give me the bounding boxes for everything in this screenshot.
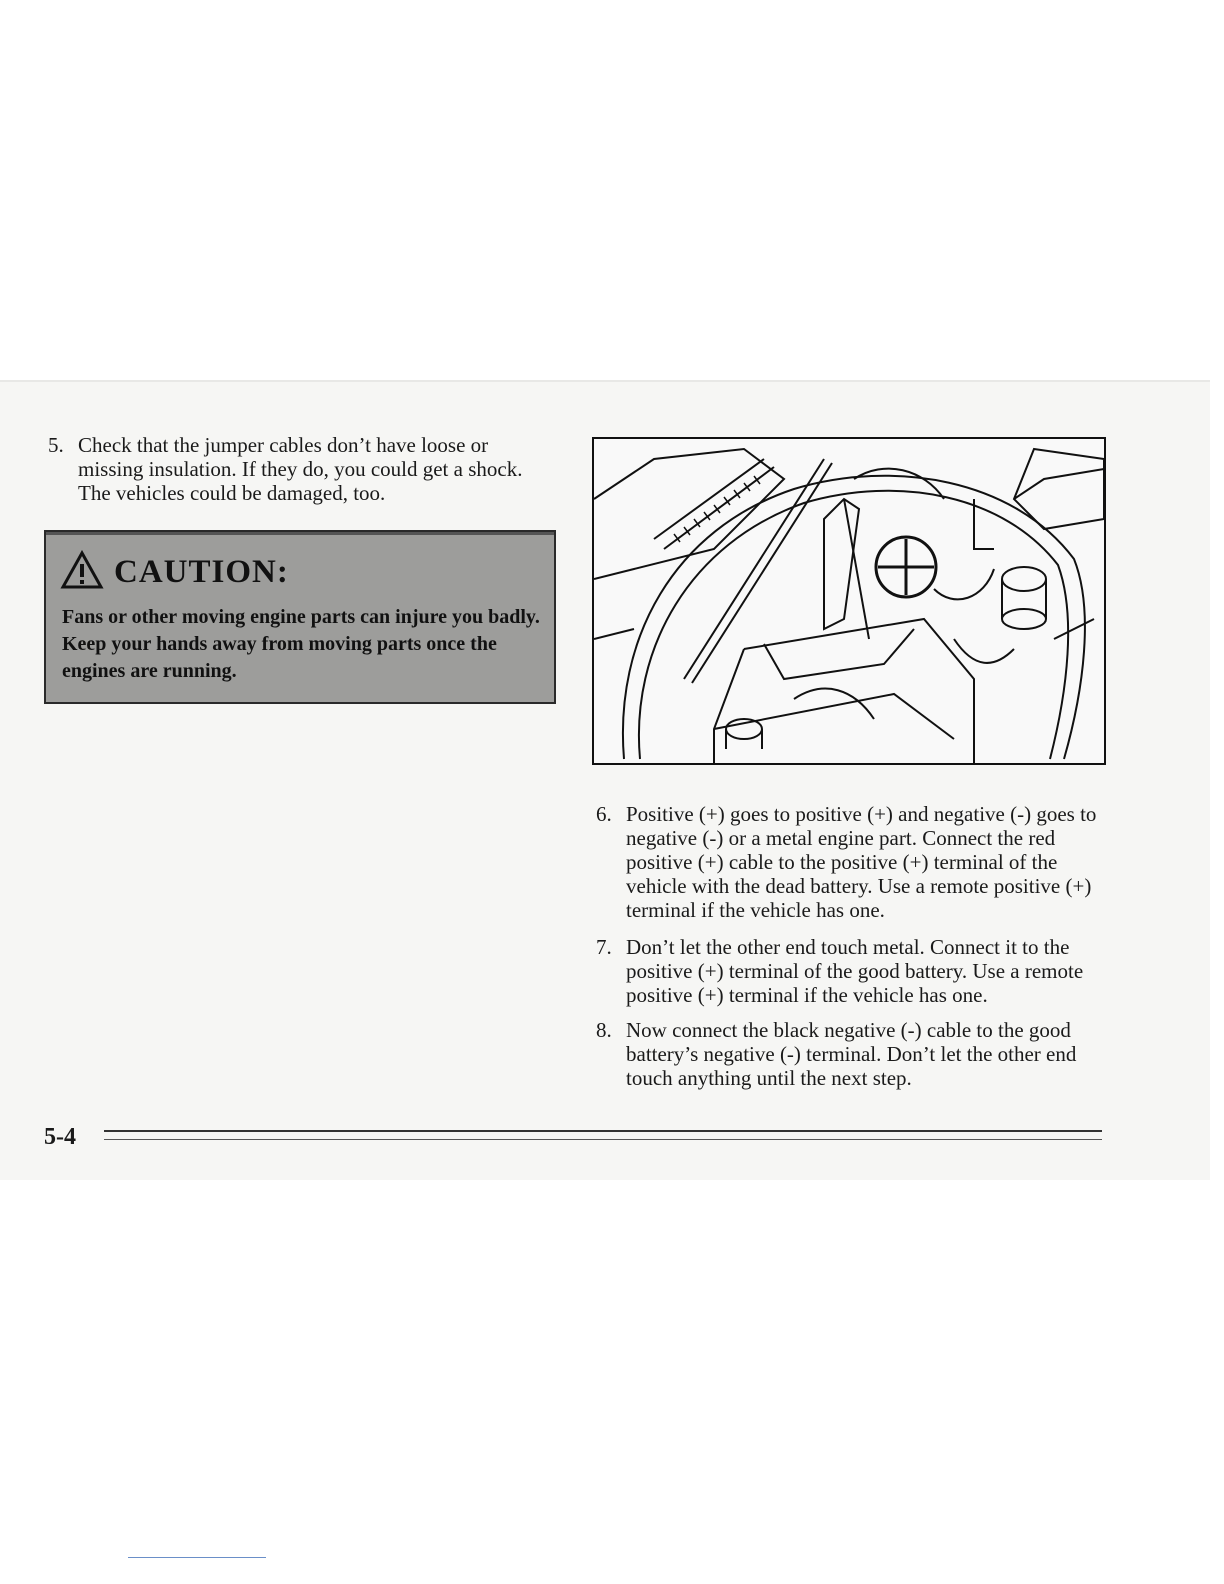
step-number: 7. <box>596 935 612 959</box>
step-number: 5. <box>48 433 64 457</box>
step-text: Check that the jumper cables don’t have loose or missing insulation. If they do, you could get a shock. The vehicles could be damaged, too. <box>78 433 523 505</box>
step-text: Don’t let the other end touch metal. Connect it to the positive (+) terminal of the good battery. Use a remote positive (+) terminal if the vehicle has one. <box>626 935 1084 1007</box>
engine-battery-figure <box>592 437 1106 765</box>
decorative-line <box>128 1557 266 1558</box>
caution-title: CAUTION: <box>114 553 289 590</box>
page-edge <box>0 380 1210 382</box>
caution-top-border <box>46 532 554 535</box>
footer-rule <box>104 1139 1102 1140</box>
step-text: Now connect the black negative (-) cable to the good battery’s negative (-) terminal. Don’t let the other end touch anything until the next step. <box>626 1018 1077 1090</box>
footer-rule <box>104 1130 1102 1132</box>
caution-box <box>44 530 556 704</box>
warning-triangle-icon <box>60 550 104 595</box>
step-text: Positive (+) goes to positive (+) and negative (-) goes to negative (-) or a metal engine part. Connect the red positive (+) cable to the positive (+) terminal of the vehicle with the dead battery. Use a remote positive (+) terminal if the vehicle has one. <box>626 802 1097 922</box>
caution-text: Fans or other moving engine parts can injure you badly. Keep your hands away from moving parts once the engines are running. <box>62 606 540 682</box>
step-number: 6. <box>596 802 612 826</box>
page-number: 5-4 <box>44 1124 76 1150</box>
step-number: 8. <box>596 1018 612 1042</box>
caution-heading <box>60 552 289 592</box>
